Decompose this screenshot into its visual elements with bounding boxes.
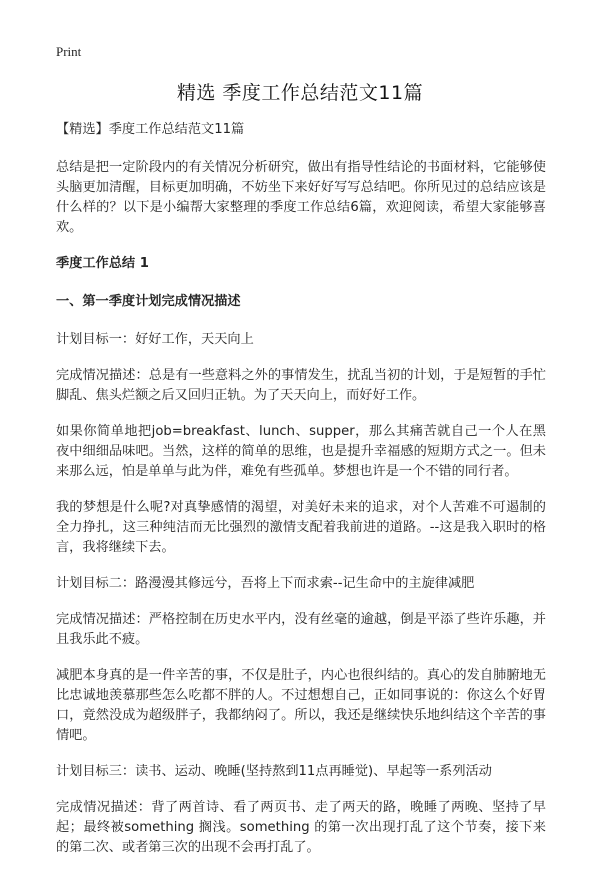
goal-two-title: 计划目标二：路漫漫其修远兮，吾将上下而求索--记生命中的主旋律减肥: [56, 576, 475, 591]
document-body: [56, 120, 546, 874]
goal-three-title: 计划目标三：读书、运动、晚睡(坚持熬到11点再睡觉)、早起等一系列活动: [56, 764, 492, 779]
goal-three-description: 完成情况描述：背了两首诗、看了两页书、走了两天的路，晚睡了两晚、坚持了早起；最终被something 搁浅。something 的第一次出现打乱了这个节奏，接下来的第二次、或者第三次的出现不会再打乱了。: [56, 800, 546, 855]
goal-one-description: 完成情况描述：总是有一些意料之外的事情发生，扰乱当初的计划，于是短暂的手忙脚乱、焦头烂额之后又回归正轨。为了天天向上，而好好工作。: [56, 368, 546, 403]
section-title: 季度工作总结 1: [56, 256, 149, 271]
goal-two-description: 完成情况描述：严格控制在历史水平内，没有丝毫的逾越，倒是平添了些许乐趣，并且我乐此不疲。: [56, 612, 546, 647]
section-heading: 一、第一季度计划完成情况描述: [56, 294, 241, 309]
page-title: 精选 季度工作总结范文11篇: [176, 82, 424, 104]
dream-paragraph: 我的梦想是什么呢?对真挚感情的渴望，对美好未来的追求，对个人苦难不可遏制的全力挣扎，这三种纯洁而无比强烈的激情支配着我前进的道路。--这是我入职时的格言，我将继续下去。: [56, 500, 546, 555]
document-subtitle: 【精选】季度工作总结范文11篇: [56, 122, 245, 137]
intro-paragraph: 总结是把一定阶段内的有关情况分析研究，做出有指导性结论的书面材料，它能够使头脑更加清醒，目标更加明确，不妨坐下来好好写写总结吧。你所见过的总结应该是什么样的？以下是小编帮大家整理的季度工作总结6篇，欢迎阅读，希望大家能够喜欢。: [56, 160, 546, 235]
goal-one-title: 计划目标一：好好工作，天天向上: [56, 332, 254, 347]
breakfast-paragraph: 如果你简单地把job=breakfast、lunch、supper，那么其痛苦就自己一个人在黑夜中细细品味吧。当然，这样的简单的思维，也是提升幸福感的短期方式之一。但未来那么远，怕是单单与此为伴，难免有些孤单。梦想也许是一个不错的同行者。: [56, 424, 546, 479]
print-label: Print: [56, 44, 82, 59]
diet-paragraph: 减肥本身真的是一件辛苦的事，不仅是肚子，内心也很纠结的。真心的发自肺腑地无比忠诚地羡慕那些怎么吃都不胖的人。不过想想自己，正如同事说的：你这么个好胃口，竟然没成为超级胖子，我都纳闷了。所以，我还是继续快乐地纠结这个辛苦的事情吧。: [56, 668, 546, 743]
